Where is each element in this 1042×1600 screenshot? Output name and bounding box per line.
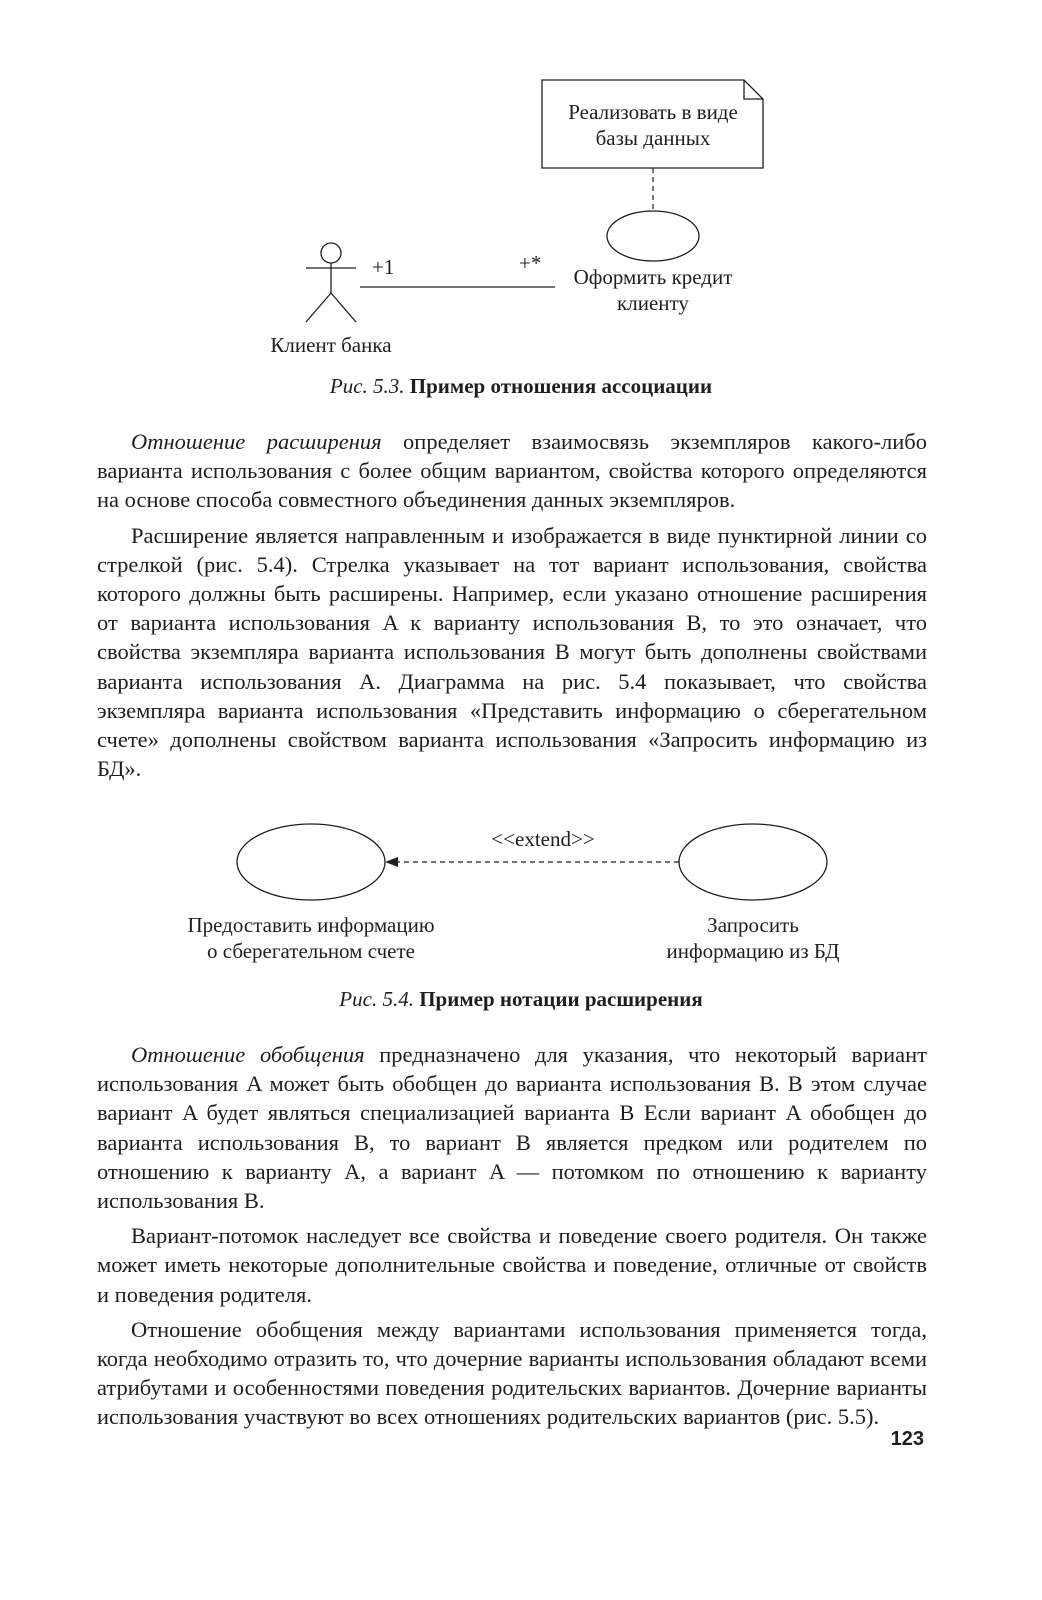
caption-title: Пример нотации расширения (419, 987, 703, 1011)
caption-title: Пример отношения ассоциации (409, 374, 713, 398)
paragraph-text: определяет взаимосвязь экземпляров какого-либо варианта использования с более общим вариантом, свойства которого определяются на основе способа совместного объединения данных экземпляров. (97, 429, 928, 513)
usecase-label-line1: Оформить кредит (573, 265, 733, 289)
section-2-text (97, 1040, 927, 1432)
usecase-right-ellipse (679, 824, 827, 900)
extend-stereotype: <<extend>> (491, 827, 595, 851)
figure-5-4-caption (0, 985, 1042, 1013)
usecase-right-label-line2: информацию из БД (666, 939, 840, 963)
paragraph-child-inheritance (97, 1221, 927, 1309)
page-number: 123 (890, 1428, 924, 1450)
usecase-right-label-line1: Запросить (707, 913, 799, 937)
paragraph-generalization-definition (97, 1040, 927, 1215)
note-text-line1: Реализовать в виде (568, 100, 738, 124)
extend-arrow-icon (385, 857, 398, 867)
usecase-label-line2: клиенту (617, 291, 689, 315)
paragraph-text: Расширение является направленным и изображается в виде пунктирной линии со стрелкой (рис. 5.4). Стрелка указывает на тот вариант использования, свойства которого должны быть расширены. Например, если указано отношение расширения от варианта использования A к варианту использования B, то это означает, что свойства экземпляра варианта использования B могут быть дополнены свойствами варианта использования A. Диаграмма на рис. 5.4 показывает, что свойства экземпляра варианта использования «Представить информацию о сберегательном счете» дополнены свойством варианта использования «Запросить информацию из БД». (97, 522, 927, 782)
usecase-left-ellipse (237, 824, 385, 900)
multiplicity-actor: +1 (372, 255, 395, 279)
term-extension: Отношение расширения (131, 429, 382, 454)
term-generalization: Отношение обобщения (131, 1042, 365, 1067)
caption-number: Рис. 5.3. (329, 374, 405, 398)
paragraph-text: Вариант-потомок наследует все свойства и поведение своего родителя. Он также может иметь некоторые дополнительные свойства и поведение, отличные от свойств и поведения родителя. (97, 1223, 927, 1307)
usecase-left-label-line2: о сберегательном счете (207, 939, 415, 963)
paragraph-text: Отношение обобщения между вариантами использования применяется тогда, когда необходимо отразить то, что дочерние варианты использования обладают всеми атрибутами и особенностями поведения родительских вариантов. Дочерние варианты использования участвуют во всех отношениях родительских вариантов (рис. 5.5). (97, 1316, 927, 1430)
paragraph-generalization-usage (97, 1315, 927, 1432)
usecase-left-label-line1: Предоставить информацию (187, 913, 435, 937)
caption-number: Рис. 5.4. (339, 987, 414, 1011)
paragraph-text: предназначено для указания, что некоторый вариант использования A может быть обобщен до варианта использования B. В этом случае вариант A будет являться специализацией варианта B Если вариант A обобщен до варианта использования B, то вариант B является предком или родителем по отношению к варианту A, а вариант A — потомком по отношению к варианту использования B. (97, 1042, 927, 1214)
note-text-line2: базы данных (595, 126, 711, 150)
actor-label: Клиент банка (270, 333, 392, 357)
multiplicity-usecase: +* (519, 251, 542, 275)
